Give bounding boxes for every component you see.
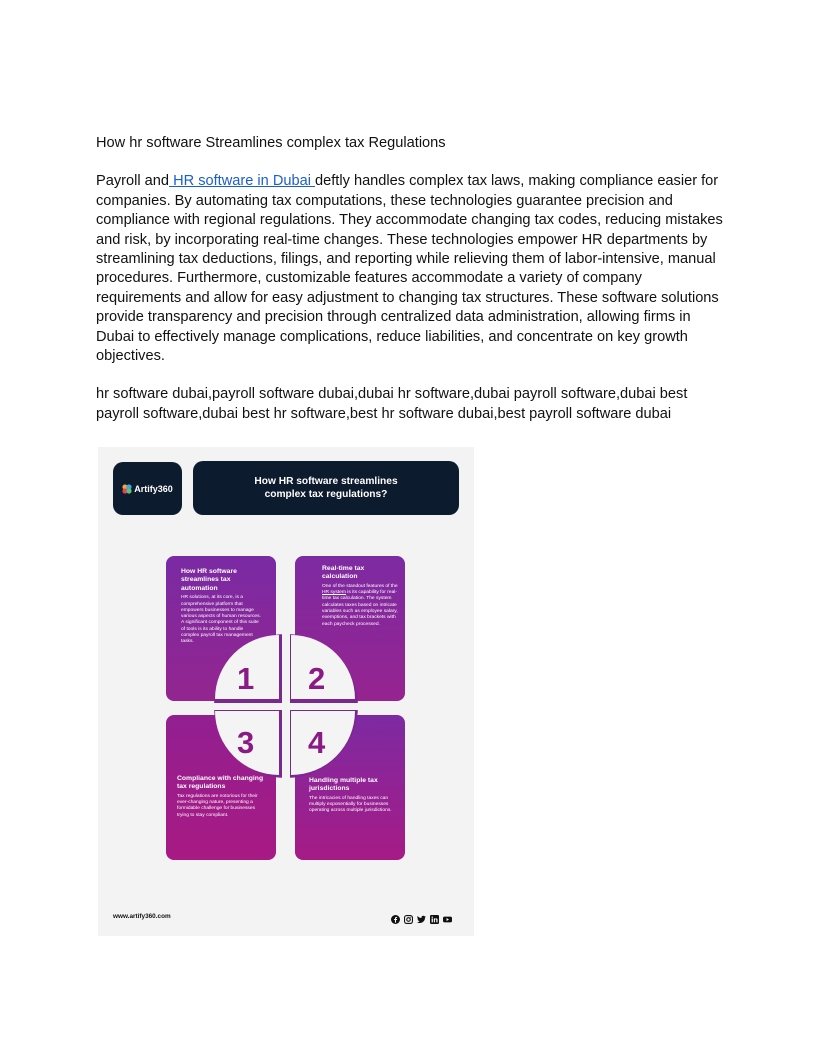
- instagram-icon: [404, 911, 413, 920]
- paragraph-suffix: deftly handles complex tax laws, making compliance easier for companies. By automating tax computations, these technologies guarantee precision and compliance with regional regulations. They accommodate changing tax codes, reducing mistakes and risk, by incorporating real-time changes. These technologies empower HR departments by streamlining tax deductions, filings, and reporting while relieving them of labor-intensive, manual procedures. Furthermore, customizable features accommodate a variety of company requirements and allow for easy adjustment to changing tax structures. These software solutions provide transparency and precision through centralized data administration, allowing firms in Dubai to effectively manage complications, reduce liabilities, and concentrate on key growth objectives.: [96, 173, 723, 365]
- linkedin-icon: [430, 911, 439, 920]
- number-2: 2: [308, 661, 326, 696]
- number-3: 3: [237, 725, 255, 760]
- card-2-text: [322, 584, 400, 628]
- twitter-icon: [417, 911, 426, 920]
- card-2-title: Real-time tax calculation: [322, 565, 365, 581]
- brand-logo: [113, 462, 182, 515]
- artify-logo-icon: [122, 484, 132, 494]
- card-3-text: Tax regulations are notorious for their ever-changing nature, presenting a formidable challenge for businesses trying to stay compliant.: [177, 793, 258, 818]
- card-4-text: The intricacies of handling taxes can multiply exponentially for businesses operating across multiple jurisdictions.: [309, 795, 392, 814]
- brand-name: Artify360: [134, 483, 173, 494]
- card-2-text-b: is its capability for real-time tax calculation. The system calculates taxes based on intricate variables such as employee salary, exemptions, and tax brackets with each paycheck processed.: [322, 590, 398, 627]
- card-1-title: How HR software streamlines tax automation: [181, 568, 237, 592]
- infographic-image: [98, 447, 474, 936]
- youtube-icon: [443, 911, 452, 920]
- infographic-heading: How HR software streamlines complex tax regulations?: [193, 461, 459, 515]
- keywords-line: hr software dubai,payroll software dubai,dubai hr software,dubai payroll software,dubai best payroll software,dubai best hr software,best hr software dubai,best payroll software dubai: [96, 386, 688, 422]
- document-title: How hr software Streamlines complex tax Regulations: [96, 135, 446, 151]
- facebook-icon: [391, 911, 400, 920]
- number-4: 4: [308, 725, 326, 760]
- paragraph-prefix: Payroll and: [96, 173, 170, 190]
- card-1-text: HR solutions, at its core, is a comprehensive platform that empowers businesses to manage various aspects of human resources. A significant component of this suite of tools is its ability to handle complex payroll tax management tasks.: [181, 595, 261, 645]
- card-4-title: Handling multiple tax jurisdictions: [309, 777, 378, 793]
- social-icons: [391, 911, 452, 920]
- hr-system-link: HR system: [322, 590, 346, 596]
- number-1: 1: [237, 661, 255, 696]
- card-2-text-a: One of the standout features of the: [322, 583, 398, 589]
- body-paragraph: [96, 172, 726, 366]
- footer-url: www.artify360.com: [113, 913, 171, 920]
- card-3-title: Compliance with changing tax regulations: [177, 775, 264, 791]
- hr-software-dubai-link[interactable]: HR software in Dubai: [169, 173, 316, 190]
- divider-vertical: [282, 627, 290, 785]
- document-body: [96, 134, 726, 424]
